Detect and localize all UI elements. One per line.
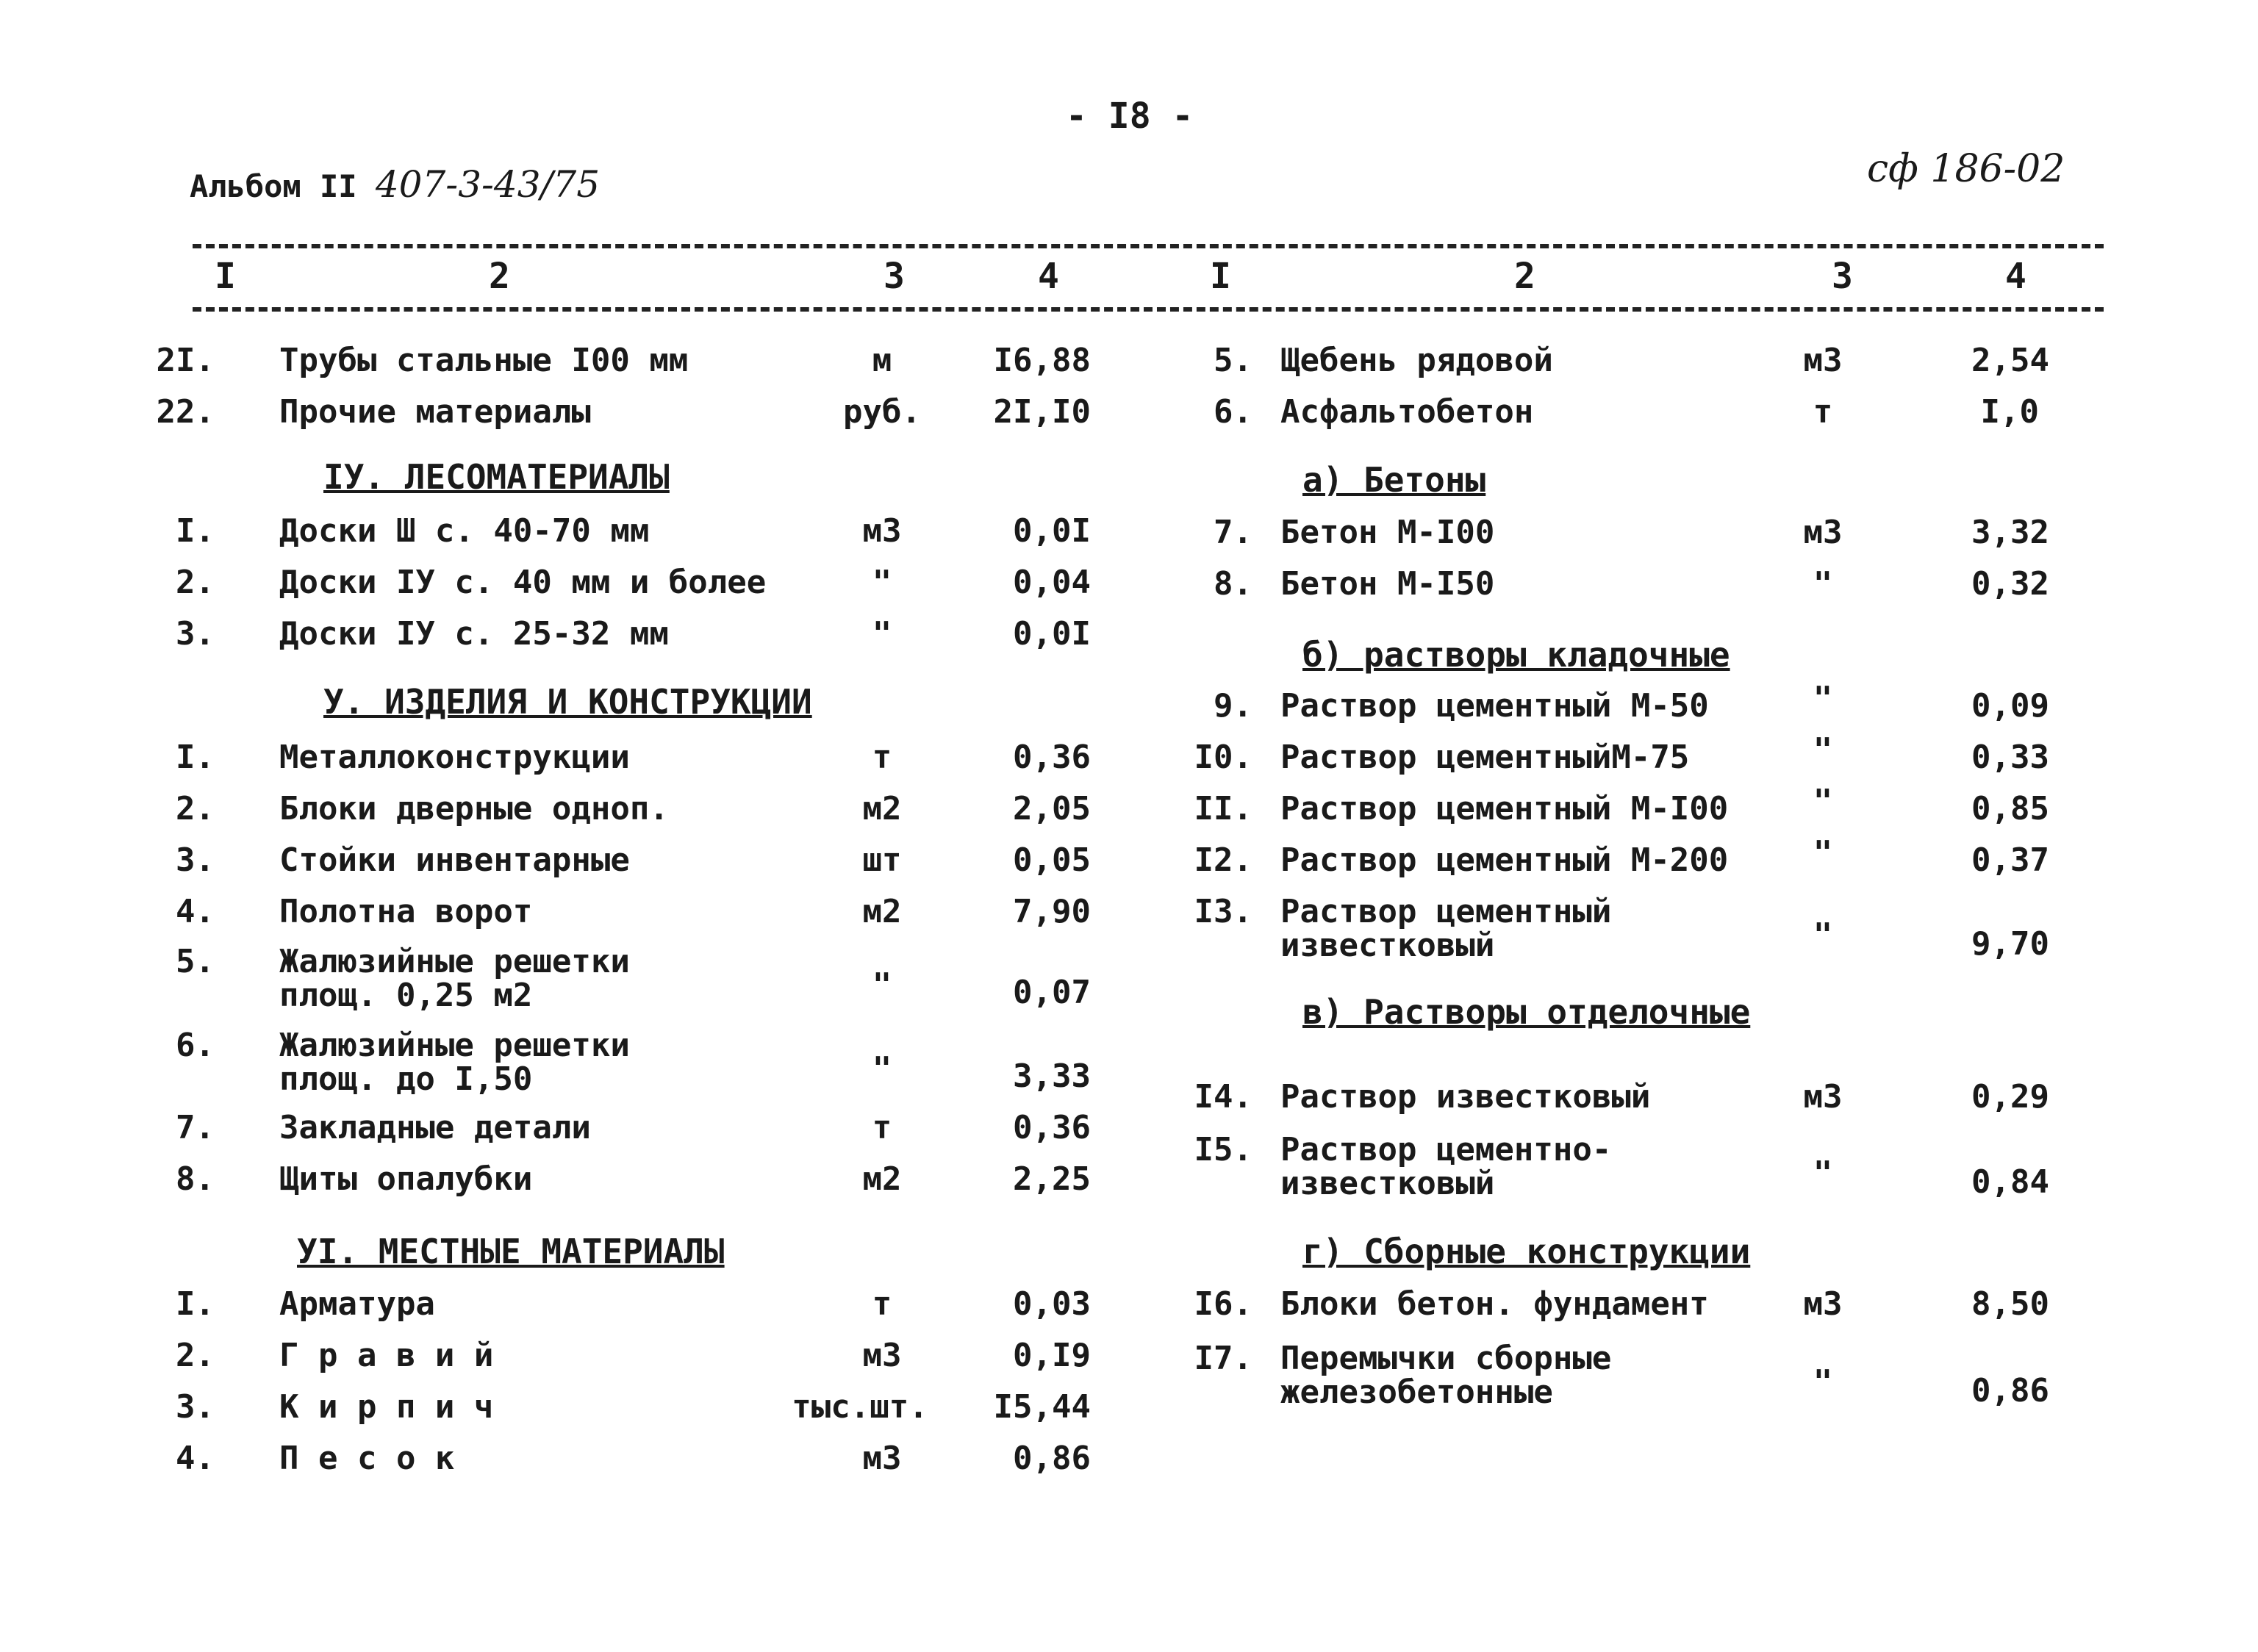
row-unit: м3 — [862, 512, 902, 550]
row-number: I3. — [1194, 893, 1252, 930]
row-value: 8,50 — [1971, 1285, 2049, 1323]
row-value: 7,90 — [1013, 893, 1091, 930]
header-left-col3: 3 — [884, 256, 905, 297]
row-unit: " — [1813, 680, 1833, 717]
row-unit: т — [872, 739, 892, 776]
row-number: 6. — [1214, 393, 1252, 431]
row-name: П е с о к — [279, 1440, 455, 1477]
section-heading-c-text: в) Растворы отделочные — [1302, 992, 1751, 1032]
document-code: сф 186-02 — [1867, 147, 2065, 191]
page-number: - I8 - — [1066, 96, 1194, 137]
row-unit: " — [872, 615, 892, 653]
header-bottom-rule — [193, 307, 2104, 312]
row-value: 2,05 — [1013, 790, 1091, 827]
row-value: 0,29 — [1971, 1078, 2049, 1116]
section-heading-iv-text: IУ. ЛЕСОМАТЕРИАЛЫ — [323, 457, 670, 497]
section-heading-a-text: а) Бетоны — [1302, 460, 1486, 500]
header-right-col4: 4 — [2005, 256, 2026, 297]
row-value: 0,0I — [1013, 512, 1091, 550]
row-value: 0,04 — [1013, 564, 1091, 601]
row-unit: м3 — [1803, 514, 1843, 551]
section-heading-vi-text: УI. МЕСТНЫЕ МАТЕРИАЛЫ — [297, 1232, 725, 1271]
row-number: I6. — [1194, 1285, 1252, 1323]
row-value: 3,33 — [1013, 1057, 1091, 1095]
row-name: Раствор известковый — [1280, 1078, 1651, 1116]
row-unit: м3 — [862, 1337, 902, 1374]
row-value: 0,36 — [1013, 1109, 1091, 1146]
row-unit: " — [1813, 731, 1833, 769]
row-unit: " — [872, 564, 892, 601]
row-unit: м2 — [862, 790, 902, 827]
row-unit: " — [872, 966, 892, 1004]
row-value: I,0 — [1980, 393, 2039, 431]
row-unit: " — [872, 1050, 892, 1088]
row-name: Металлоконструкции — [279, 739, 630, 776]
row-unit: " — [1813, 783, 1833, 820]
row-value: 0,36 — [1013, 739, 1091, 776]
row-unit: " — [1813, 916, 1833, 954]
row-number: I. — [176, 739, 215, 776]
row-name: Асфальтобетон — [1280, 393, 1534, 431]
row-name: Арматура — [279, 1285, 435, 1323]
row-value: 0,07 — [1013, 974, 1091, 1011]
row-unit: м3 — [1803, 1078, 1843, 1116]
row-name: Г р а в и й — [279, 1337, 494, 1374]
row-value: 0,32 — [1971, 565, 2049, 603]
section-heading-d — [1302, 1232, 1750, 1271]
row-name: Щиты опалубки — [279, 1160, 533, 1198]
row-number: 6. — [176, 1027, 215, 1064]
row-number: 2. — [176, 1337, 215, 1374]
row-name: Прочие материалы — [279, 393, 591, 431]
row-number: 5. — [1214, 342, 1252, 379]
section-heading-a — [1302, 460, 1485, 500]
row-name: Бетон М-I50 — [1280, 565, 1495, 603]
row-number: I. — [176, 512, 215, 550]
row-number: 8. — [1214, 565, 1252, 603]
row-value: 3,32 — [1971, 514, 2049, 551]
row-name: Доски Ш с. 40-70 мм — [279, 512, 650, 550]
row-value: 0,85 — [1971, 790, 2049, 827]
row-unit: " — [1813, 565, 1833, 603]
row-value: 0,86 — [1971, 1372, 2049, 1409]
section-heading-c — [1302, 992, 1750, 1032]
row-number: 7. — [1214, 514, 1252, 551]
row-name: Щебень рядовой — [1280, 342, 1553, 379]
row-number: 4. — [176, 893, 215, 930]
row-value: 2,25 — [1013, 1160, 1091, 1198]
album-label — [190, 163, 600, 206]
album-label-text: Альбом II — [190, 168, 357, 204]
row-unit: м — [872, 342, 892, 379]
row-unit: м3 — [1803, 342, 1843, 379]
row-number: I0. — [1194, 739, 1252, 776]
row-value: 0,I9 — [1013, 1337, 1091, 1374]
row-value: I6,88 — [993, 342, 1091, 379]
row-number: 2. — [176, 790, 215, 827]
row-value: 2I,I0 — [993, 393, 1091, 431]
row-unit: руб. — [843, 393, 921, 431]
section-heading-vi — [297, 1232, 725, 1271]
section-heading-b — [1302, 635, 1730, 675]
section-heading-b-text: б) растворы кладочные — [1302, 635, 1730, 675]
row-unit: м2 — [862, 893, 902, 930]
section-heading-v — [323, 682, 812, 722]
row-name: Блоки дверные одноп. — [279, 790, 669, 827]
row-name: Доски IУ с. 25-32 мм — [279, 615, 669, 653]
row-name: Перемычки сборные железобетонные — [1280, 1340, 1612, 1411]
row-number: I5. — [1194, 1131, 1252, 1168]
row-name: Бетон М-I00 — [1280, 514, 1495, 551]
row-unit: т — [872, 1109, 892, 1146]
row-number: 22. — [156, 393, 215, 431]
row-unit: м2 — [862, 1160, 902, 1198]
row-number: 3. — [176, 841, 215, 879]
row-name: Раствор цементный известковый — [1280, 893, 1612, 964]
row-name: Закладные детали — [279, 1109, 591, 1146]
row-unit: шт — [862, 841, 902, 879]
row-number: 4. — [176, 1440, 215, 1477]
header-top-rule — [193, 244, 2104, 248]
row-name: Полотна ворот — [279, 893, 533, 930]
row-value: I5,44 — [993, 1388, 1091, 1426]
row-number: 2. — [176, 564, 215, 601]
row-number: I2. — [1194, 841, 1252, 879]
row-value: 0,03 — [1013, 1285, 1091, 1323]
row-unit: м3 — [1803, 1285, 1843, 1323]
row-value: 0,84 — [1971, 1163, 2049, 1201]
row-number: I4. — [1194, 1078, 1252, 1116]
row-value: 9,70 — [1971, 925, 2049, 963]
album-code: 407-3-43/75 — [375, 163, 601, 206]
row-number: 3. — [176, 615, 215, 653]
row-value: 0,86 — [1013, 1440, 1091, 1477]
header-right-col3: 3 — [1832, 256, 1853, 297]
row-name: Раствор цементный М-200 — [1280, 841, 1729, 879]
section-heading-iv — [323, 457, 670, 497]
row-name: Раствор цементный М-I00 — [1280, 790, 1729, 827]
row-unit: т — [872, 1285, 892, 1323]
row-unit: тыс.шт. — [792, 1388, 928, 1426]
row-name: Стойки инвентарные — [279, 841, 630, 879]
row-number: 2I. — [156, 342, 215, 379]
row-number: I. — [176, 1285, 215, 1323]
row-name: Раствор цементно- известковый — [1280, 1131, 1612, 1202]
row-number: 8. — [176, 1160, 215, 1198]
row-unit: " — [1813, 1363, 1833, 1401]
row-unit: м3 — [862, 1440, 902, 1477]
header-right-col2: 2 — [1514, 256, 1535, 297]
row-name: Раствор цементный М-50 — [1280, 687, 1709, 725]
row-unit: " — [1813, 1154, 1833, 1192]
row-value: 0,0I — [1013, 615, 1091, 653]
row-name: Жалюзийные решетки площ. 0,25 м2 — [279, 943, 630, 1014]
row-unit: " — [1813, 834, 1833, 872]
row-name: Жалюзийные решетки площ. до I,50 — [279, 1027, 630, 1098]
row-number: II. — [1194, 790, 1252, 827]
row-number: 7. — [176, 1109, 215, 1146]
row-number: 3. — [176, 1388, 215, 1426]
row-value: 0,05 — [1013, 841, 1091, 879]
row-number: 5. — [176, 943, 215, 980]
header-right-col1: I — [1210, 256, 1231, 297]
row-name: Блоки бетон. фундамент — [1280, 1285, 1709, 1323]
row-name: К и р п и ч — [279, 1388, 494, 1426]
header-left-col2: 2 — [489, 256, 510, 297]
header-left-col1: I — [215, 256, 236, 297]
row-name: Трубы стальные I00 мм — [279, 342, 689, 379]
header-left-col4: 4 — [1038, 256, 1059, 297]
row-name: Доски IУ с. 40 мм и более — [279, 564, 767, 601]
row-value: 2,54 — [1971, 342, 2049, 379]
section-heading-d-text: г) Сборные конструкции — [1302, 1232, 1751, 1271]
row-number: I7. — [1194, 1340, 1252, 1377]
row-value: 0,37 — [1971, 841, 2049, 879]
row-value: 0,33 — [1971, 739, 2049, 776]
section-heading-v-text: У. ИЗДЕЛИЯ И КОНСТРУКЦИИ — [323, 682, 812, 722]
row-value: 0,09 — [1971, 687, 2049, 725]
row-name: Раствор цементныйМ-75 — [1280, 739, 1690, 776]
row-unit: т — [1813, 393, 1833, 431]
row-number: 9. — [1214, 687, 1252, 725]
